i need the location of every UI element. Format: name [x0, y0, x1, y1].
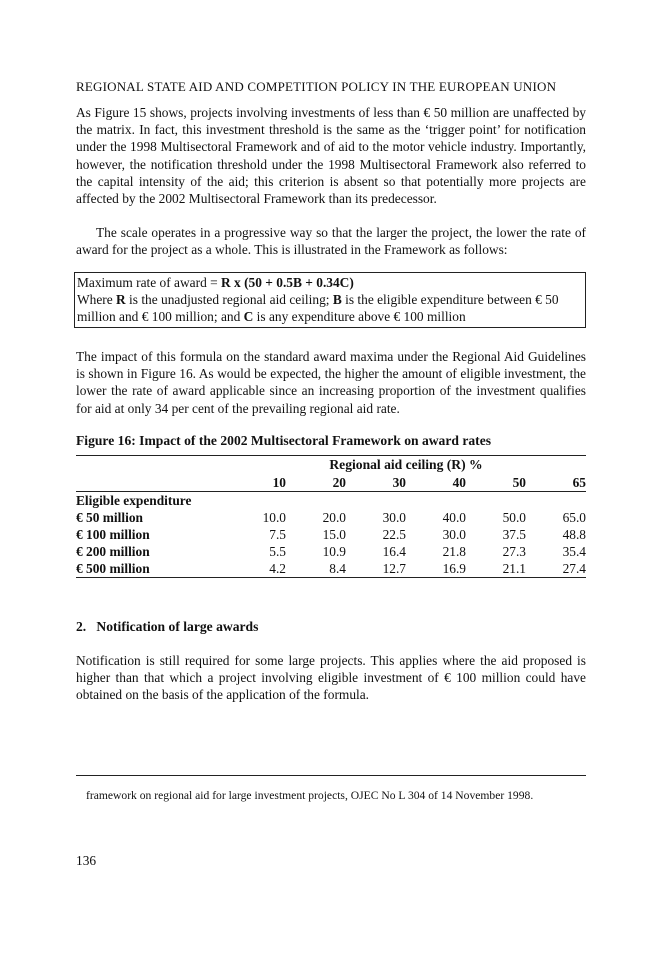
header-part-6: U [513, 79, 523, 94]
header-part-5: UROPEAN [447, 79, 514, 94]
table-cell: 27.3 [502, 544, 526, 559]
row-label: € 500 million [76, 561, 150, 576]
table-cell: 37.5 [502, 527, 526, 542]
column-header: 20 [332, 475, 346, 490]
figure-title: Figure 16: Impact of the 2002 Multisectoral Framework on award rates [76, 433, 492, 448]
table-cell: 48.8 [562, 527, 586, 542]
column-header-row [76, 474, 586, 491]
table-bottom-rule [76, 577, 586, 578]
table-cell: 21.8 [442, 544, 466, 559]
table-cell: 27.4 [562, 561, 586, 576]
formula-var-c: C [243, 309, 254, 324]
table-cell: 15.0 [322, 527, 346, 542]
formula-line-3 [77, 308, 585, 325]
formula-line-2 [77, 291, 585, 308]
table-cell: 30.0 [442, 527, 466, 542]
header-part-3: TATE AID AND COMPETITION POLICY IN THE [154, 79, 439, 94]
formula-line3-end: is any expenditure above € 100 million [253, 309, 466, 324]
paragraph-4: Notification is still required for some large projects. This applies where the aid proposed is higher than that which a project involving eligible investment of € 100 million could have obtained on the basis of the application of the formula. [76, 653, 586, 703]
table-cell: 16.9 [442, 561, 466, 576]
paragraph-1: As Figure 15 shows, projects involving investments of less than € 50 million are unaffected by the matrix. In fact, this investment threshold is the same as the ‘trigger point’ for notification under the 1998 Multisectoral Framework and of aid to the motor vehicle industry. Importantly, however, the notification threshold under the 1998 Multisectoral Framework also referred to the capital intensity of the aid; this criterion is absent so that potentially more projects are affected by the 2002 Multisectoral Framework than its predecessor. [76, 105, 586, 207]
footnote-rule [76, 775, 586, 776]
section-number: 2. [76, 619, 87, 634]
award-rates-table [76, 455, 586, 578]
table-cell: 12.7 [382, 561, 406, 576]
header-part-4: E [438, 79, 448, 94]
table-row [76, 560, 586, 577]
table-row [76, 543, 586, 560]
paragraph-2: The scale operates in a progressive way so that the larger the project, the lower the rate of award for the project as a whole. This is illustrated in the Framework as follows: [76, 225, 586, 258]
table-cell: 50.0 [502, 510, 526, 525]
formula-var-b: B [332, 292, 342, 307]
header-part-2: S [147, 79, 155, 94]
row-label: € 50 million [76, 510, 143, 525]
section-heading [76, 619, 586, 635]
formula-line2-end: is the eligible expenditure between € 50 [341, 292, 559, 307]
column-header: 65 [572, 475, 586, 490]
table-cell: 20.0 [322, 510, 346, 525]
table-cell: 22.5 [382, 527, 406, 542]
table-cell: 16.4 [382, 544, 406, 559]
table-cell: 35.4 [562, 544, 586, 559]
page-number: 136 [76, 853, 97, 868]
header-part-7: NION [522, 79, 557, 94]
table-cell: 4.2 [269, 561, 286, 576]
column-header: 40 [452, 475, 466, 490]
formula-line-1 [77, 274, 585, 291]
table-cell: 7.5 [269, 527, 286, 542]
formula-box [74, 272, 586, 328]
section-title: Notification of large awards [96, 619, 259, 634]
table-cell: 65.0 [562, 510, 586, 525]
formula-prefix: Maximum rate of award = [77, 275, 222, 290]
ceiling-header: Regional aid ceiling (R) % [329, 457, 483, 472]
column-header: 10 [272, 475, 286, 490]
formula-var-r: R [116, 292, 126, 307]
running-header [76, 79, 586, 95]
column-header: 50 [512, 475, 526, 490]
row-label: € 100 million [76, 527, 150, 542]
table-cell: 5.5 [269, 544, 286, 559]
footnote: framework on regional aid for large investment projects, OJEC No L 304 of 14 November 1998. [86, 789, 534, 802]
table-cell: 8.4 [329, 561, 346, 576]
table-cell: 30.0 [382, 510, 406, 525]
row-label: € 200 million [76, 544, 150, 559]
table-cell: 10.0 [262, 510, 286, 525]
table-row [76, 509, 586, 526]
column-header: 30 [392, 475, 406, 490]
table-cell: 21.1 [502, 561, 526, 576]
formula-line3-a: million and € 100 million; and [77, 309, 244, 324]
formula-mid: is the unadjusted regional aid ceiling; [125, 292, 333, 307]
formula-expression: R x (50 + 0.5B + 0.34C) [221, 275, 354, 290]
table-cell: 10.9 [322, 544, 346, 559]
header-part-0: R [76, 79, 85, 94]
header-part-1: EGIONAL [84, 79, 148, 94]
table-cell: 40.0 [442, 510, 466, 525]
table-row [76, 526, 586, 543]
row-header: Eligible expenditure [76, 493, 192, 508]
formula-where: Where [77, 292, 117, 307]
paragraph-3: The impact of this formula on the standard award maxima under the Regional Aid Guidelines is shown in Figure 16. As would be expected, the higher the amount of eligible investment, the lower the rate of award applicable since an increasing proportion of the investment qualifies for aid at only 34 per cent of the prevailing regional aid rate. [76, 349, 586, 416]
